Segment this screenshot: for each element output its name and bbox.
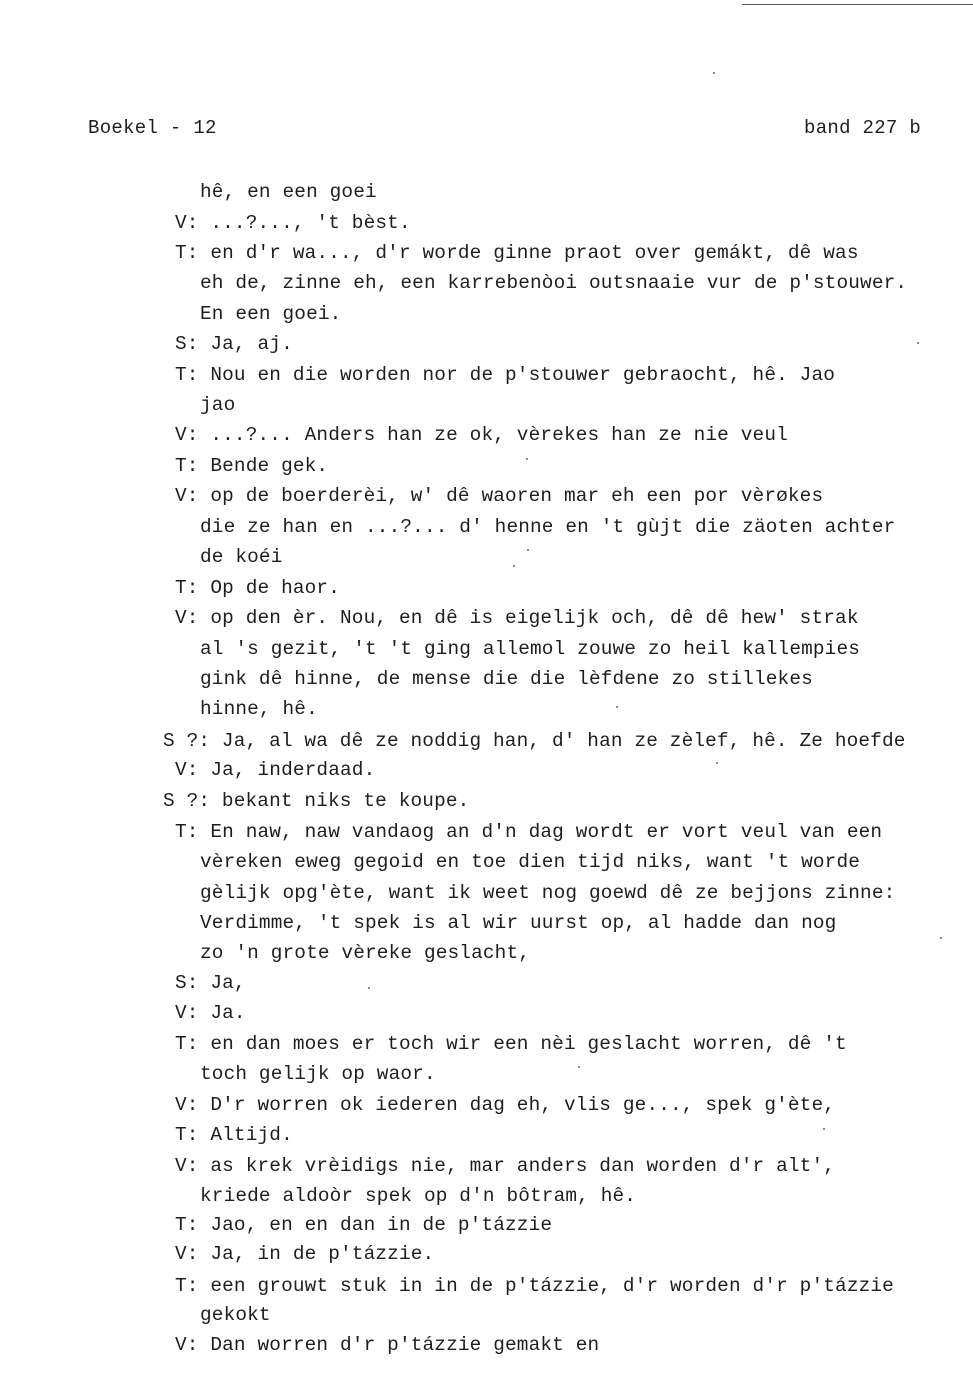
transcript-line: Verdimme, 't spek is al wir uurst op, al hadde dan nog [200,912,837,934]
transcript-line: T: En naw, naw vandaog an d'n dag wordt er vort veul van een [175,821,883,843]
transcript-line: V: Dan worren d'r p'tázzie gemakt en [175,1334,600,1356]
transcript-line: vèreken eweg gegoid en toe dien tijd niks, want 't worde [200,851,861,873]
scan-speck [578,1066,580,1068]
transcript-line: T: een grouwt stuk in in de p'tázzie, d'r worden d'r p'tázzie [175,1275,894,1297]
transcript-line: T: Altijd. [175,1124,293,1146]
transcript-line: S: Ja, [175,972,246,994]
transcript-line: toch gelijk op waor. [200,1063,436,1085]
transcript-line: de koéi [200,546,283,568]
page-header-left: Boekel - 12 [88,117,217,139]
scan-speck [716,762,718,764]
scan-speck [368,987,370,989]
transcript-line: gekokt [200,1304,271,1326]
scan-speck [526,458,528,460]
transcript-line: T: Op de haor. [175,577,341,599]
transcript-line: S ?: Ja, al wa dê ze noddig han, d' han ze zèlef, hê. Ze hoefde [163,730,906,752]
transcript-line: S ?: bekant niks te koupe. [163,790,470,812]
transcript-line: al 's gezit, 't 't ging allemol zouwe zo heil kallempies [200,638,861,660]
transcript-line: T: Jao, en en dan in de p'tázzie [175,1214,553,1236]
transcript-line: gink dê hinne, de mense die die lèfdene zo stillekes [200,668,813,690]
transcript-line: T: Bende gek. [175,455,329,477]
scan-speck [917,342,919,344]
transcript-line: S: Ja, aj. [175,333,293,355]
scan-speck [527,549,529,551]
scan-speck [513,565,515,567]
page-header-right: band 227 b [804,117,922,139]
transcript-line: hinne, hê. [200,698,318,720]
transcript-line: T: en dan moes er toch wir een nèi geslacht worren, dê 't [175,1033,847,1055]
scan-speck [940,937,942,939]
transcript-line: V: Ja. [175,1002,246,1024]
transcript-line: hê, en een goei [200,181,377,203]
transcript-line: V: as krek vrèidigs nie, mar anders dan worden d'r alt', [175,1155,836,1177]
scan-speck [713,72,715,74]
transcript-line: V: op den èr. Nou, en dê is eigelijk och, dê dê hew' strak [175,607,859,629]
transcript-line: kriede aldoòr spek op d'n bôtram, hê. [200,1185,637,1207]
transcript-line: eh de, zinne eh, een karrebenòoi outsnaaie vur de p'stouwer. [200,272,908,294]
transcript-line: zo 'n grote vèreke geslacht, [200,942,531,964]
transcript-line: V: ...?..., 't bèst. [175,212,411,234]
transcript-line: V: D'r worren ok iederen dag eh, vlis ge..., spek g'ète, [175,1094,836,1116]
transcript-line: En een goei. [200,303,342,325]
scan-speck [823,1128,825,1130]
transcript-line: V: Ja, inderdaad. [175,759,376,781]
transcript-line: T: Nou en die worden nor de p'stouwer gebraocht, hê. Jao [175,364,836,386]
scan-speck [616,706,618,708]
transcript-line: V: Ja, in de p'tázzie. [175,1243,435,1265]
transcript-line: gèlijk opg'ète, want ik weet nog goewd dê ze bejjons zinne: [200,882,896,904]
transcript-line: V: op de boerderèi, w' dê waoren mar eh een por vèrøkes [175,485,824,507]
transcript-line: V: ...?... Anders han ze ok, vèrekes han ze nie veul [175,424,788,446]
top-rule [742,4,973,5]
transcript-line: T: en d'r wa..., d'r worde ginne praot over gemákt, dê was [175,242,859,264]
transcript-line: die ze han en ...?... d' henne en 't gùjt die zäoten achter [200,516,896,538]
transcript-line: jao [200,394,236,416]
